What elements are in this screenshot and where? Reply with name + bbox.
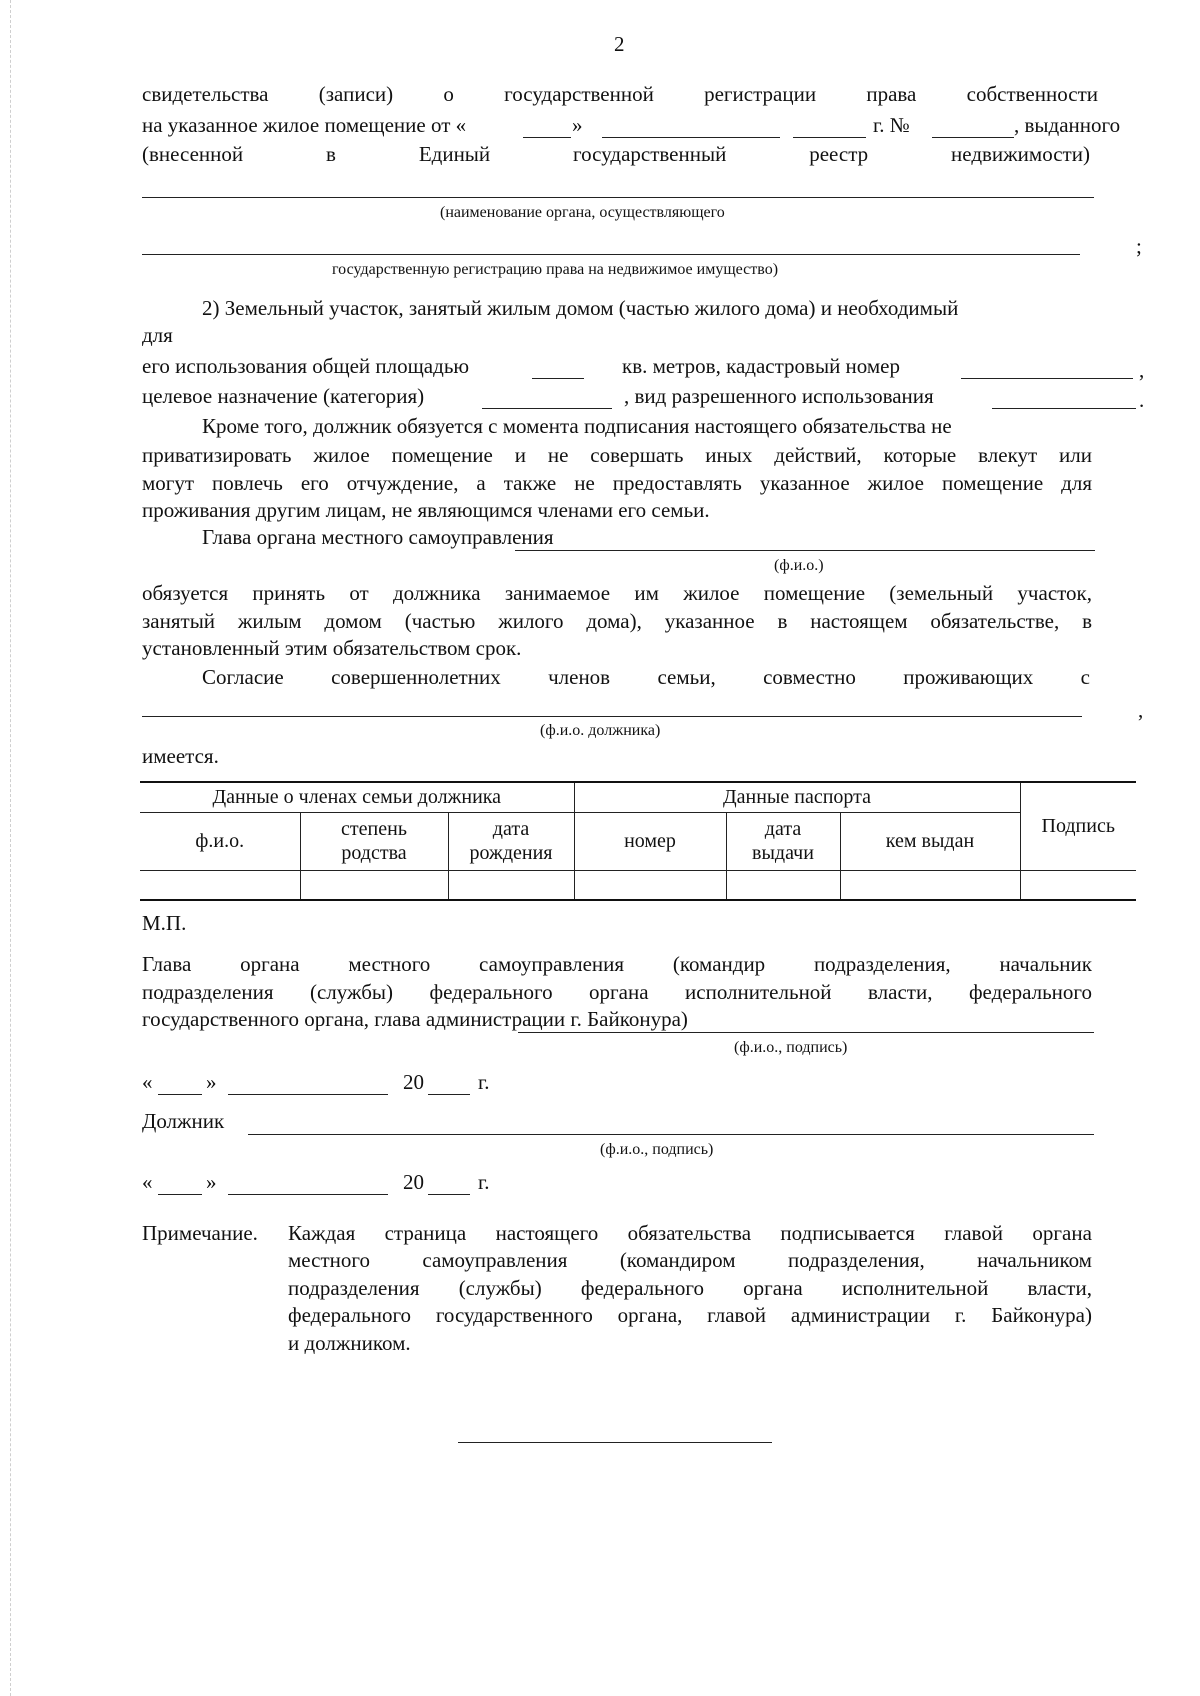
- date-1-day-blank: [158, 1094, 202, 1095]
- debtor-name-blank: [142, 716, 1082, 717]
- table-cell: [448, 870, 574, 900]
- chief-line-3: государственного органа, глава администрации г. Байконура): [142, 1007, 688, 1031]
- head-name-blank: [515, 550, 1095, 551]
- family-members-table: [140, 781, 1136, 901]
- area-label: его использования общей площадью: [142, 354, 470, 378]
- comma-1: ,: [1139, 358, 1145, 382]
- note-line-3: подразделения (службы) федерального органа исполнительной власти,: [288, 1276, 1092, 1300]
- month-blank: [602, 137, 780, 138]
- text-line-3: (внесенной в Единый государственный реестр недвижимости): [142, 142, 1090, 166]
- note-line-4: федерального государственного органа, главой администрации г. Байконура): [288, 1303, 1092, 1327]
- date-1-close: »: [206, 1070, 217, 1094]
- text-line-2c: г. №: [873, 113, 910, 137]
- purpose-blank: [482, 408, 612, 409]
- caption-fio-debtor: (ф.и.о. должника): [540, 722, 661, 739]
- text-line-2d: , выданного: [1014, 113, 1121, 137]
- group-header-passport: Данные паспорта: [574, 782, 1020, 812]
- note-line-1: Каждая страница настоящего обязательства подписывается главой органа: [288, 1221, 1092, 1245]
- chief-line-1: Глава органа местного самоуправления (командир подразделения, начальник: [142, 952, 1092, 976]
- text-line-2b: »: [572, 113, 583, 137]
- purpose-label: целевое назначение (категория): [142, 384, 425, 408]
- end-divider: [458, 1442, 772, 1443]
- use-label: , вид разрешенного использования: [624, 384, 934, 408]
- period-1: .: [1139, 388, 1145, 412]
- date-2-close: »: [206, 1170, 217, 1194]
- caption-organ: (наименование органа, осуществляющего: [440, 204, 725, 221]
- header-fio: ф.и.о.: [140, 812, 300, 870]
- stamp-place: М.П.: [142, 911, 187, 935]
- registration-organ-line: [142, 197, 1094, 198]
- date-2-day-blank: [158, 1194, 202, 1195]
- debtor-label: Должник: [142, 1109, 225, 1133]
- year-blank: [793, 137, 866, 138]
- cadastral-label: кв. метров, кадастровый номер: [622, 354, 901, 378]
- caption-fio-sign-2: (ф.и.о., подпись): [600, 1141, 714, 1158]
- area-blank: [532, 378, 584, 379]
- header-issued-by: кем выдан: [840, 812, 1020, 870]
- day-blank: [523, 137, 571, 138]
- text-line-2a: на указанное жилое помещение от «: [142, 113, 467, 137]
- date-1-g: г.: [478, 1070, 490, 1094]
- header-number: номер: [574, 812, 726, 870]
- use-blank: [992, 408, 1136, 409]
- scan-edge: [10, 0, 11, 1696]
- date-2-year-blank: [428, 1194, 470, 1195]
- table-cell: [140, 870, 300, 900]
- cadastral-blank: [961, 378, 1133, 379]
- date-2-open: «: [142, 1170, 153, 1194]
- note-line-5: и должником.: [288, 1331, 411, 1355]
- registration-organ-line-2: [142, 254, 1080, 255]
- header-birthdate: дата рождения: [448, 812, 574, 870]
- obligation-line-1: Кроме того, должник обязуется с момента подписания настоящего обязательства не: [202, 414, 952, 438]
- note-line-2: местного самоуправления (командиром подразделения, начальником: [288, 1248, 1092, 1272]
- date-1-month-blank: [228, 1094, 388, 1095]
- obligation-line-4: проживания другим лицам, не являющимся членами его семьи.: [142, 498, 710, 522]
- consent-line: Согласие совершеннолетних членов семьи, совместно проживающих с: [202, 665, 1090, 689]
- header-relation: степень родства: [300, 812, 448, 870]
- caption-registration: государственную регистрацию права на недвижимое имущество): [332, 261, 779, 278]
- header-issue-date: дата выдачи: [726, 812, 840, 870]
- caption-fio-sign-1: (ф.и.о., подпись): [734, 1039, 848, 1056]
- table-cell: [726, 870, 840, 900]
- header-signature: Подпись: [1020, 782, 1136, 870]
- group-header-family: Данные о членах семьи должника: [140, 782, 574, 812]
- table-cell: [574, 870, 726, 900]
- date-2-g: г.: [478, 1170, 490, 1194]
- note-label: Примечание.: [142, 1221, 258, 1245]
- date-1-year-blank: [428, 1094, 470, 1095]
- exists-text: имеется.: [142, 744, 219, 768]
- head-label: Глава органа местного самоуправления: [202, 525, 554, 549]
- obligation-line-2: приватизировать жилое помещение и не совершать иных действий, которые влекут или: [142, 443, 1092, 467]
- caption-fio: (ф.и.о.): [774, 557, 824, 574]
- semicolon: ;: [1136, 234, 1142, 258]
- debtor-signature-blank: [248, 1134, 1094, 1135]
- accept-line-1: обязуется принять от должника занимаемое им жилое помещение (земельный участок,: [142, 581, 1092, 605]
- land-plot-line: 2) Земельный участок, занятый жилым домом (частью жилого дома) и необходимый: [202, 296, 959, 320]
- table-cell: [1020, 870, 1136, 900]
- date-2-year: 20: [403, 1170, 424, 1194]
- land-plot-for: для: [142, 323, 173, 347]
- chief-line-2: подразделения (службы) федерального органа исполнительной власти, федерального: [142, 980, 1092, 1004]
- accept-line-2: занятый жилым домом (частью жилого дома), указанное в настоящем обязательстве, в: [142, 609, 1092, 633]
- date-1-open: «: [142, 1070, 153, 1094]
- obligation-line-3: могут повлечь его отчуждение, а также не предоставлять указанное жилое помещение для: [142, 471, 1092, 495]
- accept-line-3: установленный этим обязательством срок.: [142, 636, 522, 660]
- comma-2: ,: [1138, 698, 1144, 722]
- number-blank: [932, 137, 1014, 138]
- table-cell: [840, 870, 1020, 900]
- chief-signature-blank: [518, 1032, 1094, 1033]
- table-cell: [300, 870, 448, 900]
- date-2-month-blank: [228, 1194, 388, 1195]
- text-line-1: свидетельства (записи) о государственной регистрации права собственности: [142, 82, 1098, 106]
- date-1-year: 20: [403, 1070, 424, 1094]
- page-number: 2: [614, 32, 625, 56]
